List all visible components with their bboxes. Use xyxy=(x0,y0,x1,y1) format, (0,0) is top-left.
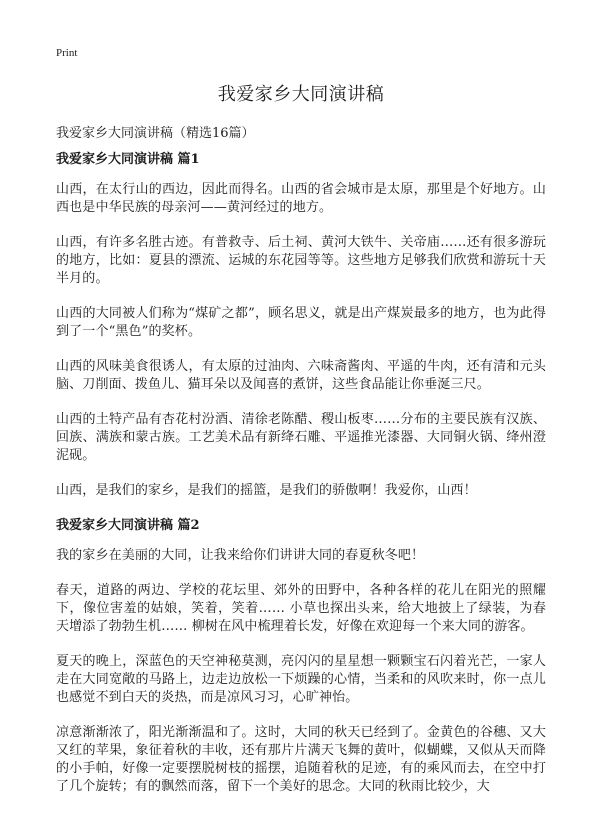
article-body xyxy=(56,146,546,796)
paragraph: 山西的大同被人们称为“煤矿之都”，顾名思义，就是出产煤炭最多的地方，也为此得到了一个“黑色”的奖杯。 xyxy=(56,306,546,339)
paragraph: 我的家乡在美丽的大同，让我来给你们讲讲大同的春夏秋冬吧！ xyxy=(56,548,425,563)
page-title: 我爱家乡大同演讲稿 xyxy=(217,84,385,105)
section-2 xyxy=(56,517,546,796)
paragraph: 山西，有许多名胜古迹。有普救寺、后土祠、黄河大铁牛、关帝庙……还有很多游玩的地方，比如：夏县的漂流、运城的东花园等等。这些地方足够我们欣赏和游玩十天半月的。 xyxy=(56,235,546,286)
paragraph: 山西的风味美食很诱人，有太原的过油肉、六味斋酱肉、平遥的牛肉，还有清和元头脑、刀削面、拨鱼儿、猫耳朵以及闻喜的煮饼，这些食品能让你垂涎三尺。 xyxy=(56,359,546,392)
paragraph: 山西，是我们的家乡，是我们的摇篮，是我们的骄傲啊！我爱你，山西！ xyxy=(56,483,477,498)
paragraph: 山西，在太行山的西边，因此而得名。山西的省会城市是太原，那里是个好地方。山西也是中华民族的母亲河——黄河经过的地方。 xyxy=(56,182,546,215)
paragraph: 夏天的晚上，深蓝色的天空神秘莫测，亮闪闪的星星想一颗颗宝石闪着光芒，一家人走在大同宽敞的马路上，边走边放松一下烦躁的心情，当柔和的风吹来时，你一点儿也感觉不到白天的炎热，而是凉风习习，心旷神怡。 xyxy=(56,654,546,705)
paragraph: 春天，道路的两边、学校的花坛里、郊外的田野中，各种各样的花儿在阳光的照耀下，像位害羞的姑娘，笑着，笑着…… 小草也探出头来，给大地披上了绿装，为春天增添了勃勃生机…… 柳树在风中梳理着长发，好像在欢迎每一个来大同的游客。 xyxy=(56,583,546,634)
paragraph: 山西的土特产品有杏花村汾酒、清徐老陈醋、稷山板枣……分布的主要民族有汉族、回族、满族和蒙古族。工艺美术品有新绛石雕、平遥推光漆器、大同铜火锅、绛州澄泥砚。 xyxy=(56,412,546,463)
section-heading: 我爱家乡大同演讲稿 篇2 xyxy=(56,518,200,533)
section-heading: 我爱家乡大同演讲稿 篇1 xyxy=(56,152,200,167)
print-link[interactable]: Print xyxy=(56,47,78,59)
section-1 xyxy=(56,151,546,500)
document-subtitle: 我爱家乡大同演讲稿（精选16篇） xyxy=(56,126,255,141)
paragraph: 凉意渐渐浓了，阳光渐渐温和了。这时，大同的秋天已经到了。金黄色的谷穗、又大又红的苹果，象征着秋的丰收，还有那片片满天飞舞的黄叶，似蝴蝶，又似从天而降的小手帕，好像一定要摆脱树枝的摇摆，追随着秋的足迹，有的乘风而去，在空中打了几个旋转；有的飘然而落，留下一个美好的思念。大同的秋雨比较少，大 xyxy=(56,725,546,794)
